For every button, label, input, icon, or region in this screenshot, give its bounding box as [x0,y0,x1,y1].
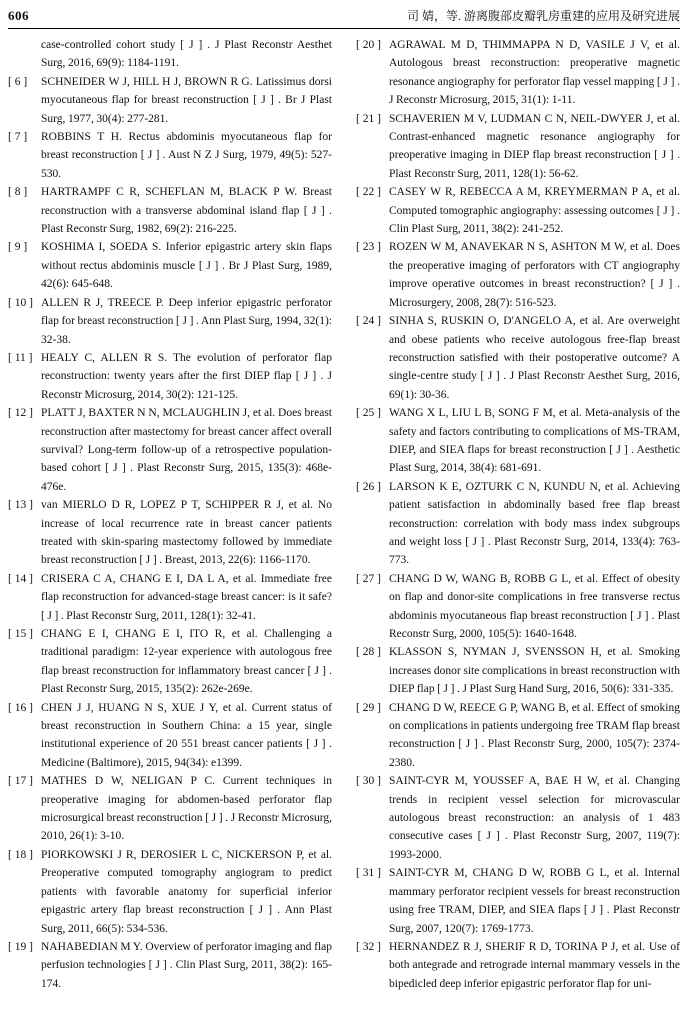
reference-number: [ 18 ] [8,848,33,861]
reference-item [356,864,680,938]
reference-text: HEALY C, ALLEN R S. The evolution of perforator flap reconstruction: twenty years after the first DIEP flap [ J ] . J Reconstr Microsurg, 2014, 30(2): 121-125. [41,351,332,401]
reference-number: [ 25 ] [356,407,381,420]
reference-number: [ 29 ] [356,701,381,714]
references-section [8,36,680,993]
reference-number: [ 27 ] [356,572,381,585]
reference-number: [ 22 ] [356,186,381,199]
reference-number [8,36,41,73]
references-column-left [8,36,332,993]
reference-item [8,404,332,496]
reference-text: CHANG D W, REECE G P, WANG B, et al. Effect of smoking on complications in patients undergoing free TRAM flap breast reconstruction [ J ] . Plast Reconstr Surg, 2000, 105(7): 2374-2380. [389,701,680,769]
reference-item [8,294,332,349]
reference-text: PIORKOWSKI J R, DEROSIER L C, NICKERSON P, et al. Preoperative computed tomography angiogram to predict patients with favorable anatomy for superficial inferior epigastric artery flap breast reconstruction [ J ] . Ann Plast Surg, 2011, 66(5): 534-536. [41,848,332,935]
reference-number: [ 32 ] [356,940,381,953]
reference-number: [ 13 ] [8,499,33,512]
reference-item [356,312,680,404]
reference-text: SINHA S, RUSKIN O, D'ANGELO A, et al. Are overweight and obese patients who receive autologous free-flap breast reconstruction satisfied with their postoperative outcome? A single-centre study [ J ] . J Plast Reconstr Aesthet Surg, 2016, 69(1): 30-36. [389,315,680,401]
reference-text: MATHES D W, NELIGAN P C. Current techniques in preoperative imaging for abdomen-based perforator flap microsurgical breast reconstruction [ J ] . J Reconstr Microsurg, 2010, 26(1): 3-10. [41,775,332,843]
reference-number: [ 21 ] [356,112,381,125]
reference-text: ROBBINS T H. Rectus abdominis myocutaneous flap for breast reconstruction [ J ] . Aust N Z J Surg, 1979, 49(5): 527-530. [41,131,332,180]
reference-item [356,643,680,698]
reference-text: SCHAVERIEN M V, LUDMAN C N, NEIL-DWYER J, et al. Contrast-enhanced magnetic resonance angiography for preoperative imaging in DIEP flap breast reconstruction [ J ] . Plast Reconstr Surg, 2011, 128(1): 56-62. [389,112,680,180]
reference-text: NAHABEDIAN M Y. Overview of perforator imaging and flap perfusion technologies [ J ] . Clin Plast Surg, 2011, 38(2): 165-174. [41,940,332,990]
running-title: 司 婧，等. 游离腹部皮瓣乳房重建的应用及研究进展 [406,9,680,23]
reference-item [356,772,680,864]
reference-number: [ 26 ] [356,480,381,493]
reference-text: HERNANDEZ R J, SHERIF R D, TORINA P J, et al. Use of both antegrade and retrograde internal mammary vessels in the bipedicled deep inferior epigastric perforator flap for uni- [389,940,680,990]
reference-item [356,183,680,238]
reference-text: KLASSON S, NYMAN J, SVENSSON H, et al. Smoking increases donor site complications in breast reconstruction with DIEP flap [ J ] . J Plast Surg Hand Surg, 2016, 50(6): 331-335. [389,646,680,696]
reference-text: WANG X L, LIU L B, SONG F M, et al. Meta-analysis of the safety and factors contributing to complications of MS-TRAM, DIEP, and SIEA flaps for breast reconstruction [ J ] . Aesthetic Plast Surg, 2014, 38(4): 681-691. [389,407,680,475]
reference-text: SAINT-CYR M, CHANG D W, ROBB G L, et al. Internal mammary perforator recipient vessels for breast reconstruction using free TRAM, DIEP, and SIEA flaps [ J ] . Plast Reconstr Surg, 2007, 120(7): 1769-1773. [389,867,680,935]
reference-item [8,496,332,570]
page-header [8,5,680,27]
reference-number: [ 14 ] [8,572,33,585]
reference-text: LARSON K E, OZTURK C N, KUNDU N, et al. Achieving patient satisfaction in abdominally based free flap breast reconstruction: correlation with body mass index subgroups and weight loss [ J ] . Plast Reconstr Surg, 2014, 133(4): 763-773. [389,480,680,567]
reference-text: PLATT J, BAXTER N N, MCLAUGHLIN J, et al. Does breast reconstruction after mastectomy for breast cancer affect overall survival? Long-term follow-up of a retrospective population-based cohort [ J ] . Plast Reconstr Surg, 2015, 135(3): 468e-476e. [41,407,332,493]
reference-item [8,36,332,73]
reference-text: ROZEN W M, ANAVEKAR N S, ASHTON M W, et al. Does the preoperative imaging of perforators with CT angiography improve operative outcomes in breast reconstruction? [ J ] . Microsurgery, 2008, 28(7): 516-523. [389,241,680,309]
reference-number: [ 19 ] [8,940,33,953]
reference-item [356,238,680,312]
reference-number: [ 20 ] [356,39,381,51]
header-divider [8,28,680,29]
reference-item [8,238,332,293]
reference-number: [ 16 ] [8,701,33,714]
reference-item [8,938,332,993]
reference-text: CRISERA C A, CHANG E I, DA L A, et al. Immediate free flap reconstruction for advanced-stage breast cancer: is it safe? [ J ] . Plast Reconstr Surg, 2011, 128(1): 32-41. [41,572,332,622]
reference-item [8,128,332,183]
reference-item [8,625,332,699]
reference-number: [ 17 ] [8,775,33,788]
reference-number: [ 15 ] [8,628,33,640]
reference-item [356,36,680,110]
reference-item [356,570,680,644]
reference-text: CASEY W R, REBECCA A M, KREYMERMAN P A, et al. Computed tomographic angiography: assessing outcomes [ J ] . Clin Plast Surg, 2011, 38(2): 241-252. [389,186,680,236]
reference-text: ALLEN R J, TREECE P. Deep inferior epigastric perforator flap for breast reconstruction [ J ] . Ann Plast Surg, 1994, 32(1): 32-38. [41,296,332,346]
reference-item [8,772,332,846]
reference-text: SCHNEIDER W J, HILL H J, BROWN R G. Latissimus dorsi myocutaneous flap for breast reconstruction [ J ] . Br J Plast Surg, 1977, 30(4): 277-281. [41,75,332,125]
reference-item [8,846,332,938]
reference-number: [ 12 ] [8,407,33,420]
reference-text: CHEN J J, HUANG N S, XUE J Y, et al. Current status of breast reconstruction in Southern China: a 15 year, single institutional experience of 20 551 breast cancer patients [ J ] . Medicine (Baltimore), 2015, 94(34): e1399. [41,701,332,769]
reference-text: CHANG D W, WANG B, ROBB G L, et al. Effect of obesity on flap and donor-site complications in free transverse rectus abdominis myocutaneous flap breast reconstruction [ J ] . Plast Reconstr Surg, 2000, 105(5): 1640-1648. [389,572,680,640]
reference-number: [ 24 ] [356,315,381,328]
reference-text: CHANG E I, CHANG E I, ITO R, et al. Challenging a traditional paradigm: 12-year experience with autologous free flap breast reconstruction for inflammatory breast cancer [ J ] . Plast Reconstr Surg, 2015, 135(2): 262e-269e. [41,628,332,696]
reference-item [8,183,332,238]
reference-text: KOSHIMA I, SOEDA S. Inferior epigastric artery skin flaps without rectus abdominis muscle [ J ] . Br J Plast Surg, 1989, 42(6): 645-648. [41,241,332,291]
reference-item [8,699,332,773]
reference-item [8,73,332,128]
reference-item [356,699,680,773]
reference-item [356,110,680,184]
reference-number: [ 11 ] [8,351,33,364]
reference-text: van MIERLO D R, LOPEZ P T, SCHIPPER R J, et al. No increase of local recurrence rate in breast cancer patients treated with skin-sparing mastectomy followed by immediate breast reconstruction [ J ] . Breast, 2013, 22(6): 1166-1170. [41,499,332,567]
reference-number: [ 7 ] [8,131,28,144]
reference-text: AGRAWAL M D, THIMMAPPA N D, VASILE J V, et al. Autologous breast reconstruction: preoperative magnetic resonance angiography for perforator flap vessel mapping [ J ] . J Reconstr Microsurg, 2015, 31(1): 1-11. [389,39,680,107]
page-number: 606 [8,8,29,23]
reference-text: SAINT-CYR M, YOUSSEF A, BAE H W, et al. Changing trends in recipient vessel selection for microvascular autologous breast reconstruction: an analysis of 1 483 consecutive cases [ J ] . Plast Reconstr Surg, 2007, 119(7): 1993-2000. [389,775,680,861]
reference-item [356,404,680,478]
reference-number: [ 9 ] [8,241,28,254]
reference-item [8,570,332,625]
reference-number: [ 30 ] [356,775,381,788]
reference-number: [ 6 ] [8,75,28,88]
reference-number: [ 31 ] [356,867,381,880]
reference-item [356,478,680,570]
reference-number: [ 8 ] [8,186,28,199]
references-column-right [356,36,680,993]
reference-item [356,938,680,993]
reference-number: [ 28 ] [356,646,381,659]
reference-text: HARTRAMPF C R, SCHEFLAN M, BLACK P W. Breast reconstruction with a transverse abdominal island flap [ J ] . Plast Reconstr Surg, 1982, 69(2): 216-225. [41,186,332,236]
reference-number: [ 10 ] [8,296,33,309]
reference-item [8,349,332,404]
reference-number: [ 23 ] [356,241,381,254]
reference-text: case-controlled cohort study [ J ] . J Plast Reconstr Aesthet Surg, 2016, 69(9): 1184-1191. [41,39,332,70]
